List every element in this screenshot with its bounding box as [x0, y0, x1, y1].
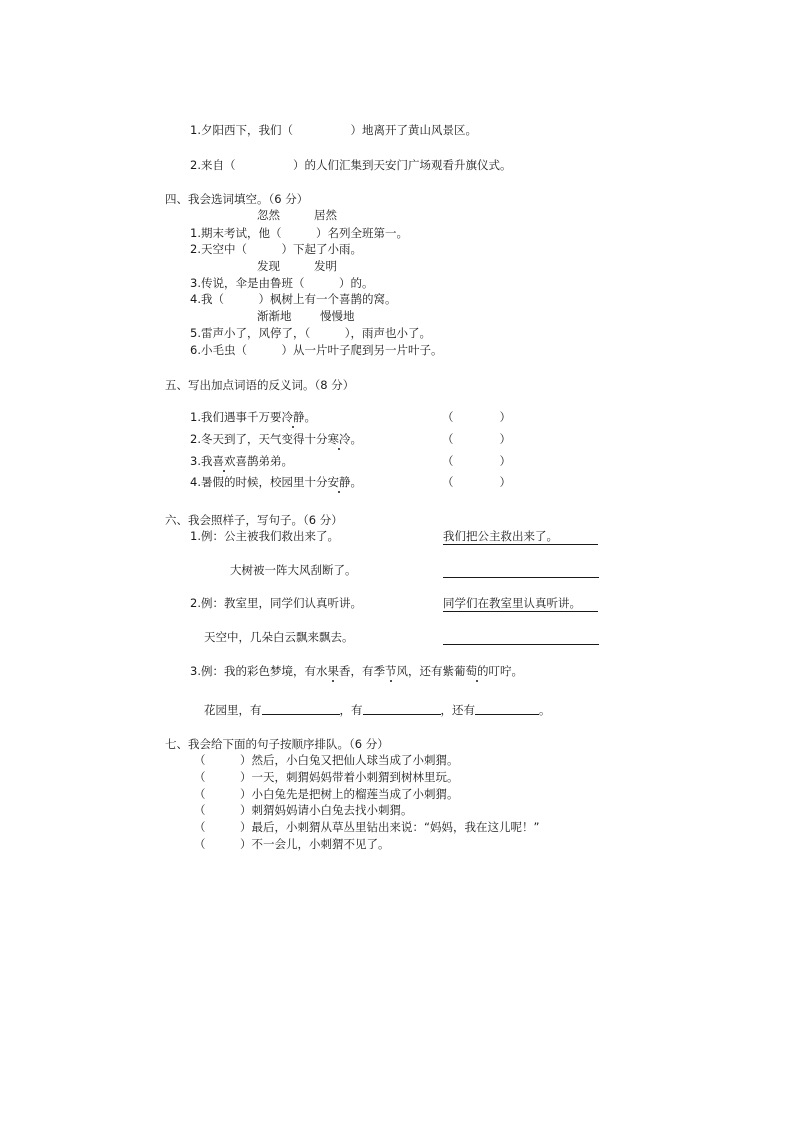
answer-paren: （ ） — [194, 753, 252, 767]
part4-word-option: 发明 — [314, 259, 337, 273]
answer-paren: （ ） — [194, 803, 252, 817]
part5-item: 2.冬天到了，天气变得十分寒冷。 — [190, 432, 362, 446]
part4-title: 四、我会选词填空。（6 分） — [165, 192, 309, 206]
part5-item: 1.我们遇事千万要冷静。 — [190, 410, 316, 424]
part4-q4: 4.我（ ）枫树上有一个喜鹊的窝。 — [190, 292, 397, 306]
answer-paren: （ ） — [442, 432, 511, 446]
blank-line — [363, 704, 441, 715]
ordering-item: （ ）一天，刺猬妈妈带着小刺猬到树林里玩。 — [194, 770, 459, 784]
answer-line — [443, 644, 599, 645]
ordering-item: （ ）刺猬妈妈请小白兔去找小刺猬。 — [194, 803, 413, 817]
dotted-word: 安静 — [327, 475, 351, 489]
dotted-word: 紫葡萄的叮咛 — [442, 664, 512, 678]
dotted-word: 水果香 — [315, 664, 351, 678]
part3-q1: 1.夕阳西下，我们（ ）地离开了黄山风景区。 — [190, 123, 477, 137]
blank-line — [262, 704, 340, 715]
answer-paren: （ ） — [194, 820, 252, 834]
ordering-item: （ ）不一会儿，小刺猬不见了。 — [194, 837, 390, 851]
ordering-item: （ ）然后，小白兔又把仙人球当成了小刺猬。 — [194, 753, 459, 767]
part4-q3: 3.传说，伞是由鲁班（ ）的。 — [190, 276, 374, 290]
answer-paren: （ ） — [194, 837, 252, 851]
part6-example-1: 1.例：公主被我们救出来了。 — [190, 529, 339, 543]
part6-example-3: 3.例：我的彩色梦境，有水果香，有季节风，还有紫葡萄的叮咛。 — [190, 664, 523, 678]
answer-paren: （ ） — [442, 475, 511, 489]
part6-example-2-answer: 同学们在教室里认真听讲。 — [443, 598, 598, 612]
dotted-word: 冷静 — [281, 410, 305, 424]
part4-q5: 5.雷声小了，风停了，（ ），雨声也小了。 — [190, 326, 431, 340]
blank-line — [475, 704, 539, 715]
dotted-word: 喜欢 — [212, 454, 236, 468]
part4-word-option: 渐渐地 — [257, 309, 292, 323]
part7-title: 七、我会给下面的句子按顺序排队。（6 分） — [165, 737, 389, 751]
answer-paren: （ ） — [194, 787, 252, 801]
part6-example-2: 2.例：教室里，同学们认真听讲。 — [190, 596, 362, 610]
ordering-item: （ ）小白兔先是把树上的榴莲当成了小刺猬。 — [194, 787, 459, 801]
part5-item: 4.暑假的时候，校园里十分安静。 — [190, 475, 362, 489]
part6-question-1: 大树被一阵大风刮断了。 — [230, 563, 357, 577]
part4-q1: 1.期末考试，他（ ）名列全班第一。 — [190, 226, 408, 240]
answer-line — [443, 577, 599, 578]
answer-paren: （ ） — [442, 454, 511, 468]
part6-title: 六、我会照样子，写句子。（6 分） — [165, 513, 343, 527]
dotted-word: 季节风 — [373, 664, 408, 678]
part4-word-option: 发现 — [257, 259, 280, 273]
part6-question-2: 天空中，几朵白云飘来飘去。 — [204, 630, 354, 644]
ordering-item: （ ）最后，小刺猬从草丛里钻出来说：“妈妈，我在这儿呢！” — [194, 820, 540, 834]
part3-q2: 2.来自（ ）的人们汇集到天安门广场观看升旗仪式。 — [190, 158, 512, 172]
part6-example-1-answer: 我们把公主救出来了。 — [443, 531, 598, 545]
part4-word-option: 居然 — [314, 208, 337, 222]
part5-item: 3.我喜欢喜鹊弟弟。 — [190, 454, 293, 468]
part4-q2: 2.天空中（ ）下起了小雨。 — [190, 242, 362, 256]
part5-title: 五、写出加点词语的反义词。（8 分） — [165, 378, 355, 392]
part4-q6: 6.小毛虫（ ）从一片叶子爬到另一片叶子。 — [190, 343, 443, 357]
answer-paren: （ ） — [194, 770, 252, 784]
part6-question-3: 花园里，有 ，有 ，还有 。 — [204, 703, 551, 717]
part4-word-option: 慢慢地 — [320, 309, 355, 323]
dotted-word: 寒冷 — [327, 432, 351, 446]
part4-word-option: 忽然 — [257, 208, 280, 222]
answer-paren: （ ） — [442, 410, 511, 424]
